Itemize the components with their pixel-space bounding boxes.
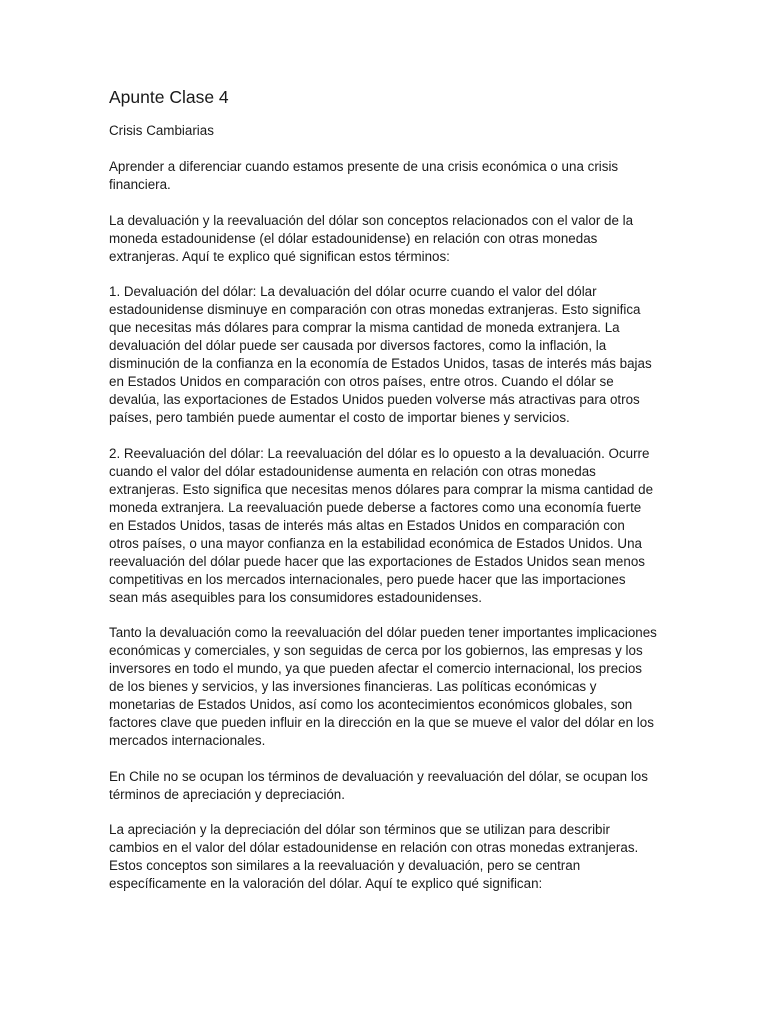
document-body: [109, 86, 657, 911]
document-title: Apunte Clase 4: [109, 87, 229, 107]
paragraph-chile: En Chile no se ocupan los términos de devaluación y reevaluación del dólar, se ocupan los términos de apreciación y depreciación.: [109, 768, 648, 802]
paragraph-revaluation: 2. Reevaluación del dólar: La reevaluación del dólar es lo opuesto a la devaluación. Ocurre cuando el valor del dólar estadounidense aumenta en relación con otras monedas extranjeras. Esto significa que necesitas menos dólares para comprar la misma cantidad de moneda extranjera. La reevaluación puede deberse a factores como una economía fuerte en Estados Unidos, tasas de interés más altas en Estados Unidos en comparación con otros países, o una mayor confianza en la estabilidad económica de Estados Unidos. Una reevaluación del dólar puede hacer que las exportaciones de Estados Unidos sean menos competitivas en los mercados internacionales, pero puede hacer que las importaciones sean más asequibles para los consumidores estadounidenses.: [109, 445, 654, 605]
document-subtitle: Crisis Cambiarias: [109, 123, 214, 138]
paragraph-devaluation: 1. Devaluación del dólar: La devaluación del dólar ocurre cuando el valor del dólar estadounidense disminuye en comparación con otras monedas extranjeras. Esto significa que necesitas más dólares para comprar la misma cantidad de moneda extranjera. La devaluación del dólar puede ser causada por diversos factores, como la inflación, la disminución de la confianza en la economía de Estados Unidos, tasas de interés más bajas en Estados Unidos en comparación con otros países, entre otros. Cuando el dólar se devalúa, las exportaciones de Estados Unidos pueden volverse más atractivas para otros países, pero también puede aumentar el costo de importar bienes y servicios.: [109, 284, 652, 425]
paragraph-definitions-intro: La devaluación y la reevaluación del dólar son conceptos relacionados con el valor de la moneda estadounidense (el dólar estadounidense) en relación con otras monedas extranjeras. Aquí te explico qué significan estos términos:: [109, 212, 634, 264]
paragraph-intro: Aprender a diferenciar cuando estamos presente de una crisis económica o una crisis financiera.: [109, 159, 619, 192]
paragraph-appreciation: La apreciación y la depreciación del dólar son términos que se utilizan para describir cambios en el valor del dólar estadounidense en relación con otras monedas extranjeras. Estos conceptos son similares a la reevaluación y devaluación, pero se centran específicamente en la valoración del dólar. Aquí te explico qué significan:: [109, 822, 639, 891]
paragraph-implications: Tanto la devaluación como la reevaluación del dólar pueden tener importantes implicaciones económicas y comerciales, y son seguidas de cerca por los gobiernos, las empresas y los inversores en todo el mundo, ya que pueden afectar el comercio internacional, los precios de los bienes y servicios, y las inversiones financieras. Las políticas económicas y monetarias de Estados Unidos, así como los acontecimientos económicos globales, son factores clave que pueden influir en la dirección en la que se mueve el valor del dólar en los mercados internacionales.: [109, 625, 657, 748]
